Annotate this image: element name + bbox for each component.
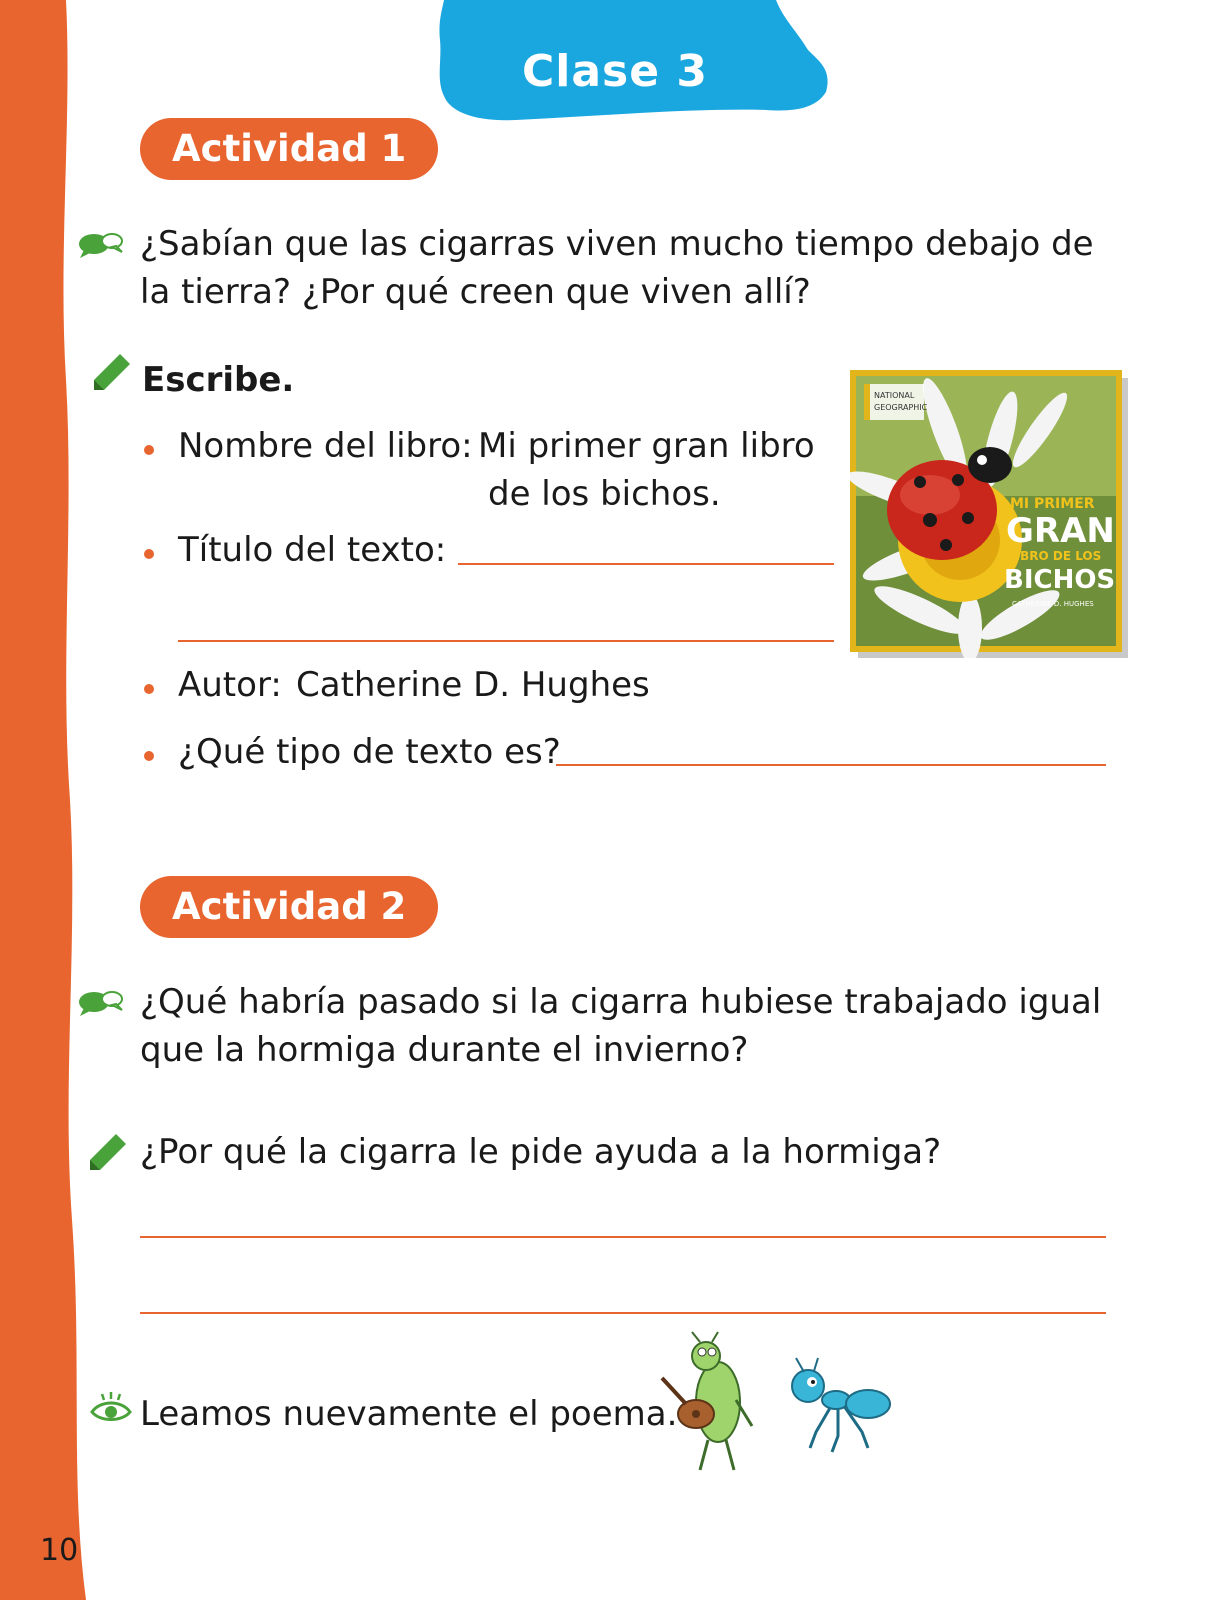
pencil-icon — [88, 1132, 128, 1172]
page-number: 10 — [40, 1533, 79, 1568]
text-title-answer-line-2[interactable] — [178, 640, 834, 642]
write-instruction: Escribe. — [142, 360, 295, 400]
book-name-value-cont: de los bichos. — [488, 474, 721, 514]
activity-1-question: ¿Sabían que las cigarras viven mucho tiempo debajo de la tierra? ¿Por qué creen que viven allí? — [140, 224, 1094, 312]
book-title-line2: GRAN — [1006, 511, 1115, 551]
author-label: Autor: — [178, 665, 282, 705]
eye-icon — [90, 1392, 132, 1424]
book-publisher-line1: NATIONAL — [874, 391, 915, 400]
activity-2-label: Actividad 2 — [140, 876, 438, 938]
text-title-label: Título del texto: — [178, 530, 447, 570]
text-type-label: ¿Qué tipo de texto es? — [178, 732, 561, 772]
book-publisher-line2: GEOGRAPHIC — [874, 403, 928, 412]
text-type-answer-line[interactable] — [556, 764, 1106, 766]
book-name-label: Nombre del libro: — [178, 426, 473, 466]
answer-line-2[interactable] — [140, 1312, 1106, 1314]
bullet — [144, 445, 154, 455]
read-instruction: Leamos nuevamente el poema. — [140, 1394, 678, 1434]
speech-bubbles-icon — [78, 230, 124, 260]
book-title-line4: BICHOS — [1004, 565, 1116, 595]
activity-2-question: ¿Qué habría pasado si la cigarra hubiese trabajado igual que la hormiga durante el invierno? — [140, 982, 1102, 1070]
text-title-answer-line[interactable] — [458, 563, 834, 565]
ant-illustration — [786, 1356, 896, 1456]
bullet — [144, 751, 154, 761]
answer-line-1[interactable] — [140, 1236, 1106, 1238]
book-title-line1: MI PRIMER — [1010, 496, 1095, 512]
book-title-line3: LIBRO DE LOS — [1008, 549, 1102, 563]
cicada-illustration — [656, 1330, 766, 1480]
write-question: ¿Por qué la cigarra le pide ayuda a la hormiga? — [140, 1132, 942, 1172]
page-title: Clase 3 — [521, 46, 709, 97]
speech-bubbles-icon — [78, 988, 124, 1018]
activity-1-label: Actividad 1 — [140, 118, 438, 180]
author-value: Catherine D. Hughes — [296, 665, 650, 705]
book-name-value: Mi primer gran libro — [478, 426, 815, 466]
bullet — [144, 549, 154, 559]
book-cover-image — [850, 370, 1128, 658]
pencil-icon — [92, 352, 132, 392]
bullet — [144, 684, 154, 694]
book-author: CATHERINE D. HUGHES — [1012, 600, 1094, 608]
